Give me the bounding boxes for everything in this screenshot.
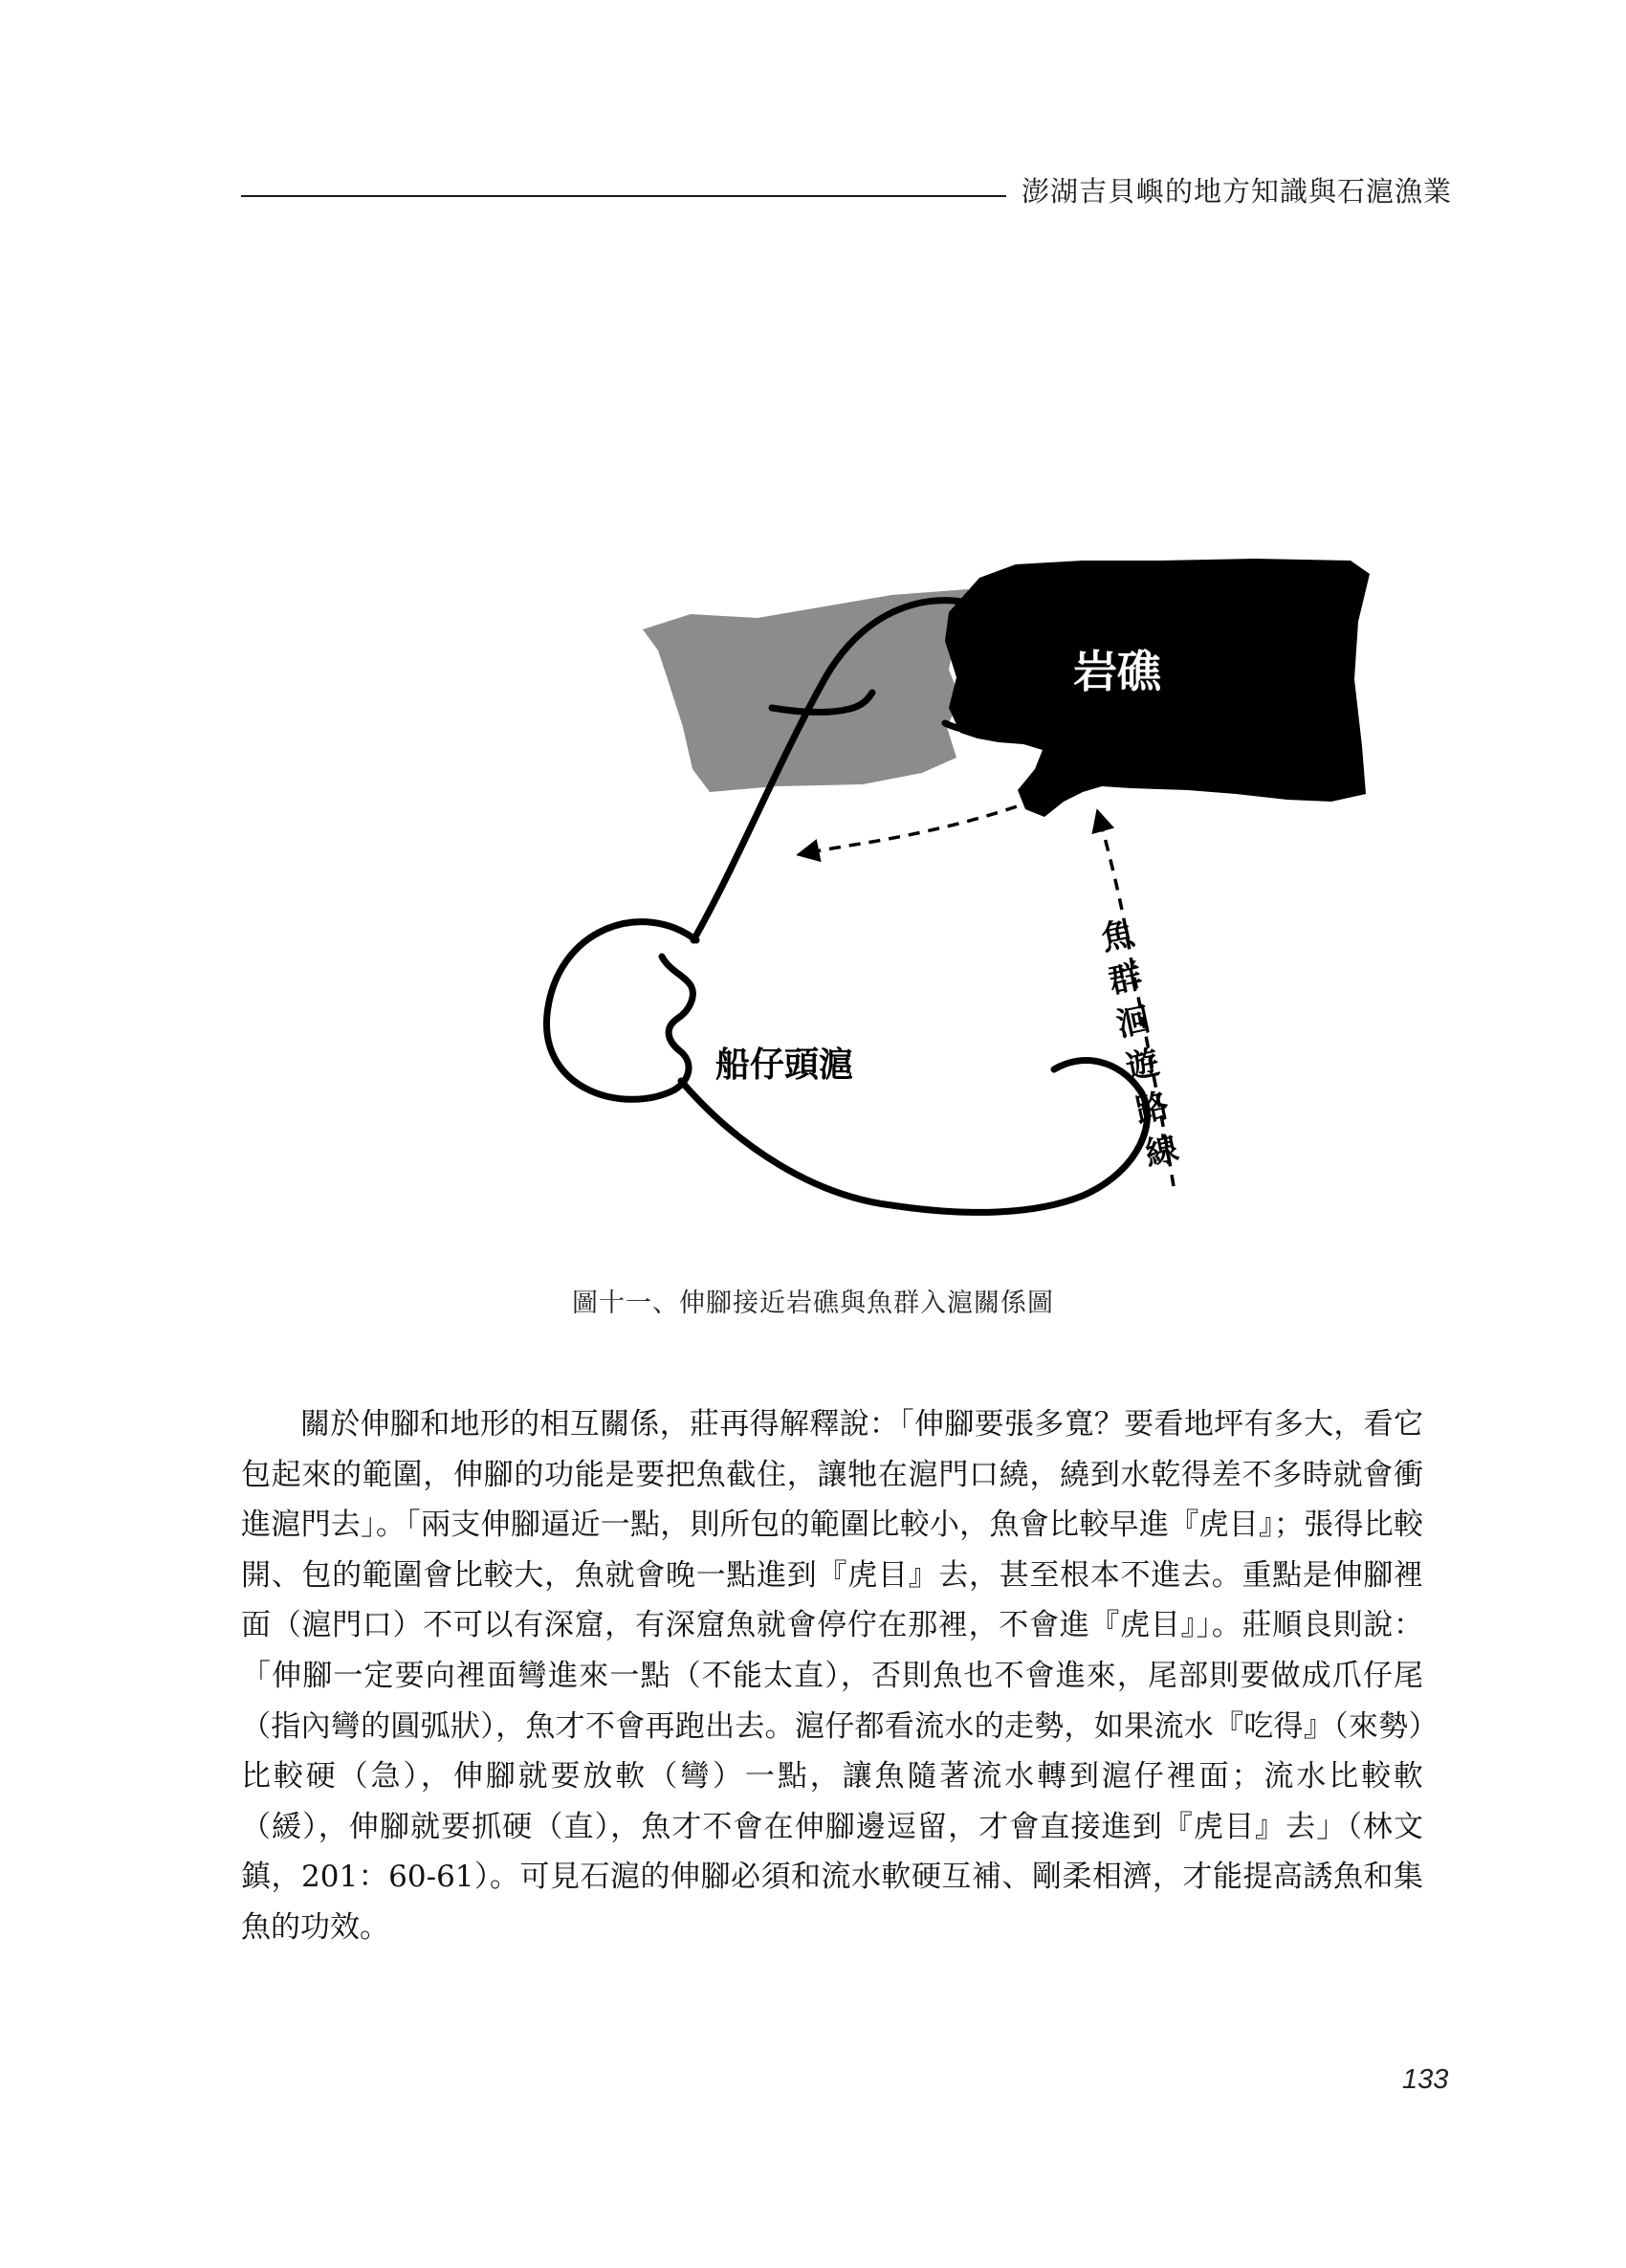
reef-label: 岩礁	[1073, 646, 1161, 697]
weir-label: 船仔頭滬	[715, 1046, 854, 1085]
figure-diagram	[241, 536, 1389, 1291]
fish-route-arrow	[1098, 813, 1174, 1186]
weir-reef-diagram	[241, 536, 1389, 1291]
fish-route-char: 群	[1105, 957, 1146, 1002]
weir-head-lobe	[546, 922, 696, 1100]
fish-route-char: 洄	[1112, 1000, 1154, 1045]
fish-route-char: 魚	[1097, 914, 1138, 958]
body-paragraph: 關於伸腳和地形的相互關係，莊再得解釋說：「伸腳要張多寬？要看地坪有多大，看它包起來的範圍，伸腳的功能是要把魚截住，讓牠在滬門口繞，繞到水乾得差不多時就會衝進滬門去」。「兩支伸腳逼近一點，則所包的範圍比較小，魚會比較早進『虎目』；張得比較開、包的範圍會比較大，魚就會晚一點進到『虎目』去，甚至根本不進去。重點是伸腳裡面（滬門口）不可以有深窟，有深窟魚就會停佇在那裡，不會進『虎目』」。莊順良則說：「伸腳一定要向裡面彎進來一點（不能太直），否則魚也不會進來，尾部則要做成爪仔尾（指內彎的圓弧狀），魚才不會再跑出去。滬仔都看流水的走勢，如果流水『吃得』（來勢）比較硬（急），伸腳就要放軟（彎）一點，讓魚隨著流水轉到滬仔裡面；流水比較軟（緩），伸腳就要抓硬（直），魚才不會在伸腳邊逗留，才會直接進到『虎目』去」（林文鎮，201：60-61）。可見石滬的伸腳必須和流水軟硬互補、剛柔相濟，才能提高誘魚和集魚的功效。	[241, 1407, 1423, 1945]
fish-route-char: 路	[1132, 1086, 1173, 1131]
fish-diverted-arrow	[801, 792, 1054, 854]
running-header-title: 澎湖吉貝嶼的地方知識與石滬漁業	[1022, 175, 1453, 208]
page-number: 133	[1402, 2064, 1449, 2095]
header-rule	[241, 195, 1006, 197]
figure-caption: 圖十一、伸腳接近岩礁與魚群入滬關係圖	[572, 1288, 1054, 1318]
fish-route-char: 遊	[1122, 1043, 1163, 1088]
fish-route-char: 線	[1141, 1129, 1182, 1174]
fish-route-label	[1098, 914, 1182, 1175]
shallow-reef-shape	[643, 589, 976, 792]
